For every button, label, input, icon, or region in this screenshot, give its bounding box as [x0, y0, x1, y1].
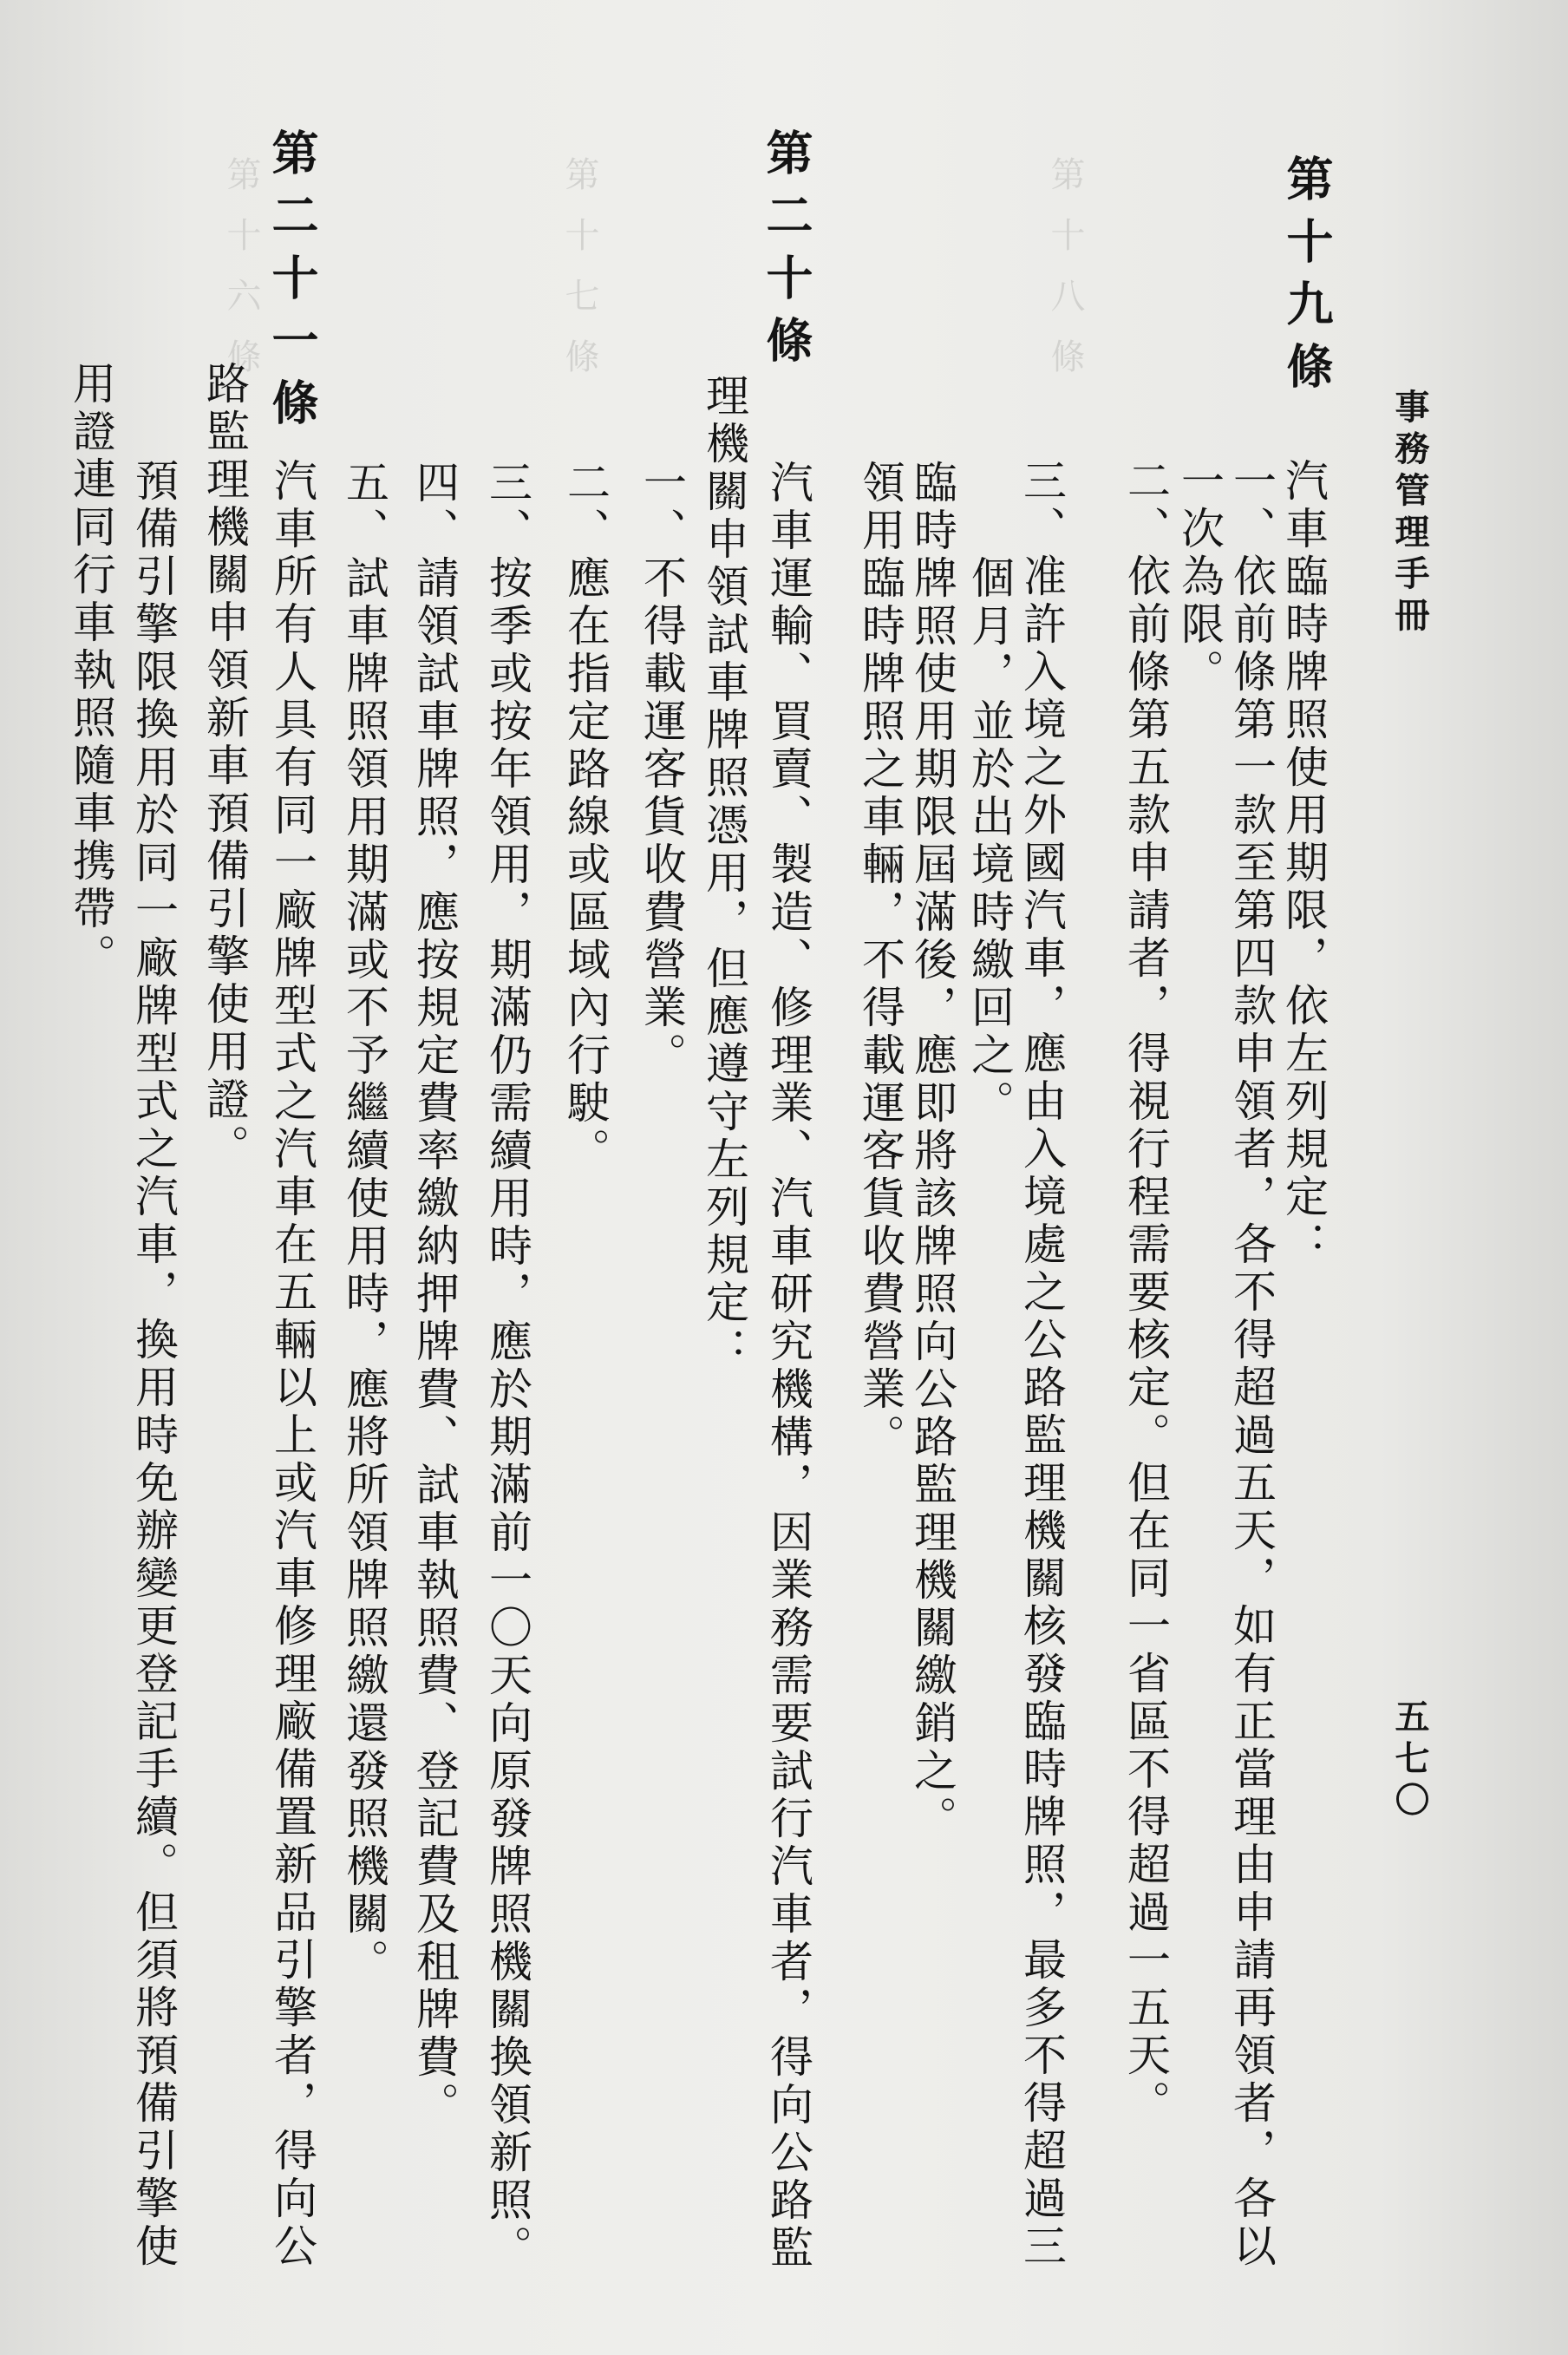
article-line: 四、請領試車牌照，應按規定費率繳納押牌費、試車執照費、登記費及租牌費。: [409, 460, 460, 2129]
running-header: 事務管理手冊: [1389, 389, 1430, 638]
article-heading: 第二十條: [759, 128, 814, 378]
bleed-through-text: 第十八條: [1045, 156, 1085, 399]
article-line: 三、准許入境之外國汽車，應由入境處之公路監理機關核發臨時牌照，最多不得超過三: [1016, 458, 1067, 2271]
article-line: 五、試車牌照領用期滿或不予繼續使用時，應將所領牌照繳還發照機關。: [339, 460, 389, 1986]
article-line: 個月，並於出境時繳回之。: [964, 555, 1015, 1128]
article-line: 三、按季或按年領用，期滿仍需續用時，應於期滿前一〇天向原發牌照機關換領新照。: [482, 460, 532, 2273]
article-line: 領用臨時牌照之車輛，不得載運客貨收費營業。: [855, 460, 905, 1462]
article-line: 預備引擎限換用於同一廠牌型式之汽車，換用時免辦變更登記手續。但須將預備引擎使: [128, 458, 179, 2271]
article-line: 一、不得載運客貨收費營業。: [637, 460, 687, 1080]
page-number: 五七〇: [1389, 1698, 1430, 1823]
article-line: 理機關申領試車牌照憑用，但應遵守左列規定：: [699, 373, 749, 1375]
article-line: 用證連同行車執照隨車携帶。: [66, 361, 116, 981]
article-line: 汽車所有人具有同一廠牌型式之汽車在五輛以上或汽車修理廠備置新品引擎者，得向公: [267, 458, 317, 2271]
bleed-through-text: 第十七條: [559, 156, 599, 399]
article-line: 汽車運輸、買賣、製造、修理業、汽車研究機構，因業務需要試行汽車者，得向公路監: [763, 460, 813, 2273]
bleed-through-text: 第十六條: [221, 156, 261, 399]
article-heading: 第二十一條: [265, 128, 320, 441]
article-heading: 第十九條: [1279, 154, 1335, 404]
article-line: 二、應在指定路線或區域內行駛。: [560, 460, 611, 1175]
article-line: 二、依前條第五款申請者，得視行程需要核定。但在同一省區不得超過一五天。: [1120, 458, 1171, 2128]
article-line: 路監理機關申領新車預備引擎使用證。: [199, 361, 250, 1172]
article-line: 汽車臨時牌照使用期限，依左列規定：: [1278, 458, 1329, 1269]
article-line: 一、依前條第一款至第四款申領者，各不得超過五天，如有正當理由申請再領者，各以: [1226, 458, 1277, 2271]
article-line: 臨時牌照使用期限屆滿後，應即將該牌照向公路監理機關繳銷之。: [907, 460, 957, 1843]
article-line: 一次為限。: [1174, 458, 1225, 697]
